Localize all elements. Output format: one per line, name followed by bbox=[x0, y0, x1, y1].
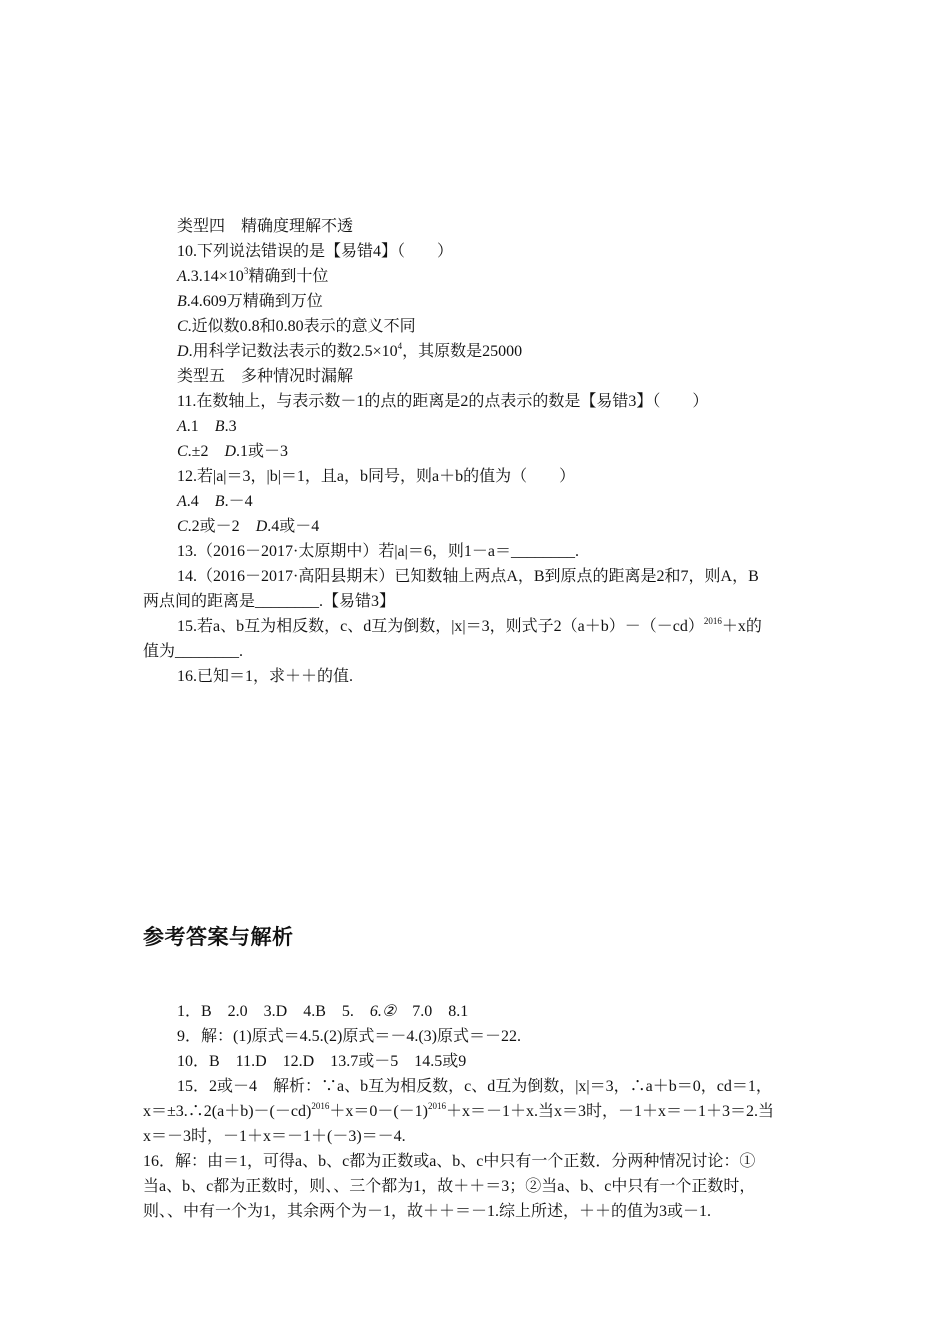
option-text: .4或－4 bbox=[267, 518, 320, 535]
question-12-options-cd bbox=[177, 515, 319, 539]
exponent: 2016 bbox=[703, 616, 722, 626]
question-text-tail: ＋x的 bbox=[721, 618, 762, 635]
option-text: .近似数0.8和0.80表示的意义不同 bbox=[187, 318, 416, 335]
question-11: 11.在数轴上，与表示数－1的点的距离是2的点表示的数是【易错3】（ ） bbox=[177, 393, 709, 410]
option-letter: B bbox=[214, 418, 225, 435]
option-text-tail: 精确到十位 bbox=[248, 268, 329, 285]
option-letter: D bbox=[224, 443, 237, 460]
answer-9: 9．解：(1)原式＝4.5.(2)原式＝－4.(3)原式＝－22. bbox=[177, 1028, 521, 1045]
option-text: .1 bbox=[186, 418, 215, 435]
answer-10-14: 10．B 11.D 12.D 13.7或－5 14.5或9 bbox=[177, 1053, 467, 1070]
question-12: 12.若|a|＝3，|b|＝1，且a，b同号，则a＋b的值为（ ） bbox=[177, 468, 576, 485]
answer-16-line3: 则、、中有一个为1，其余两个为－1，故＋＋＝－1.综上所述，＋＋的值为3或－1. bbox=[143, 1203, 712, 1220]
option-letter: C bbox=[177, 518, 188, 535]
question-10-option-b bbox=[177, 290, 323, 314]
answer-16-line1: 16．解：由＝1，可得a、b、c都为正数或a、b、c中只有一个正数．分两种情况讨论：① bbox=[143, 1153, 756, 1170]
option-letter: C bbox=[177, 318, 188, 335]
question-13: 13.（2016－2017·太原期中）若|a|＝6，则1－a＝________. bbox=[177, 543, 579, 560]
exponent: 4 bbox=[397, 341, 403, 351]
exponent: 2016 bbox=[427, 1101, 446, 1111]
option-text: .3.14×10 bbox=[186, 268, 244, 285]
option-text: .4 bbox=[186, 493, 215, 510]
option-letter: D bbox=[255, 518, 268, 535]
option-text: .用科学记数法表示的数2.5×10 bbox=[188, 343, 398, 360]
option-letter: A bbox=[177, 493, 187, 510]
option-text: .4.609万精确到万位 bbox=[186, 293, 323, 310]
option-letter: A bbox=[177, 268, 187, 285]
question-15-line1 bbox=[177, 615, 762, 639]
question-14-line1: 14.（2016－2017·高阳县期末）已知数轴上两点A，B到原点的距离是2和7，则A，B bbox=[177, 568, 759, 585]
exponent: 3 bbox=[243, 266, 249, 276]
exponent: 2016 bbox=[311, 1101, 330, 1111]
question-11-options-ab bbox=[177, 415, 237, 439]
question-10-option-a bbox=[177, 265, 328, 289]
option-letter: B bbox=[214, 493, 225, 510]
option-text: .－4 bbox=[224, 493, 253, 510]
option-text: .2或－2 bbox=[187, 518, 256, 535]
answer-text: x＝±3.∴2(a＋b)－(－cd) bbox=[143, 1103, 312, 1120]
answer-text: 1．B 2.0 3.D 4.B 5. bbox=[177, 1003, 370, 1020]
option-text-tail: ，其原数是25000 bbox=[402, 343, 523, 360]
option-letter: D bbox=[177, 343, 189, 360]
question-11-options-cd bbox=[177, 440, 288, 464]
section-heading-type4: 类型四 精确度理解不透 bbox=[177, 218, 354, 235]
question-15-line2: 值为________. bbox=[143, 643, 244, 660]
option-text: .1或－3 bbox=[236, 443, 289, 460]
option-text: .3 bbox=[224, 418, 237, 435]
question-text: 15.若a、b互为相反数，c、d互为倒数，|x|＝3，则式子2（a＋b）－（－cd） bbox=[177, 618, 704, 635]
question-10: 10.下列说法错误的是【易错4】（ ） bbox=[177, 243, 454, 260]
answer-15-line3: x＝－3时，－1＋x＝－1＋(－3)＝－4. bbox=[143, 1128, 406, 1145]
question-10-option-d bbox=[177, 340, 522, 364]
section-heading-type5: 类型五 多种情况时漏解 bbox=[177, 368, 354, 385]
option-text: .±2 bbox=[187, 443, 225, 460]
answer-15-line2 bbox=[143, 1100, 774, 1124]
question-14-line2: 两点间的距离是________.【易错3】 bbox=[143, 593, 396, 610]
answer-15-line1: 15．2或－4 解析：∵a、b互为相反数，c、d互为倒数，|x|＝3，∴a＋b＝0，cd＝1， bbox=[177, 1078, 772, 1095]
answer-16-line2: 当a、b、c都为正数时，则、、三个都为1，故＋＋＝3；②当a、b、c中只有一个正数时， bbox=[143, 1178, 756, 1195]
option-letter: B bbox=[177, 293, 187, 310]
option-letter: A bbox=[177, 418, 187, 435]
question-12-options-ab bbox=[177, 490, 253, 514]
answer-1-8 bbox=[177, 1000, 468, 1024]
answer-text-tail: 7.0 8.1 bbox=[396, 1003, 469, 1020]
answer-text: ＋x＝－1＋x.当x＝3时，－1＋x＝－1＋3＝2.当 bbox=[445, 1103, 774, 1120]
answer-text: ＋x＝0－(－1) bbox=[329, 1103, 428, 1120]
option-letter: C bbox=[177, 443, 188, 460]
question-10-option-c bbox=[177, 315, 416, 339]
question-16: 16.已知＝1，求＋＋的值. bbox=[177, 668, 354, 685]
answer-italic: 6.② bbox=[369, 1003, 397, 1020]
answers-heading: 参考答案与解析 bbox=[143, 925, 294, 949]
